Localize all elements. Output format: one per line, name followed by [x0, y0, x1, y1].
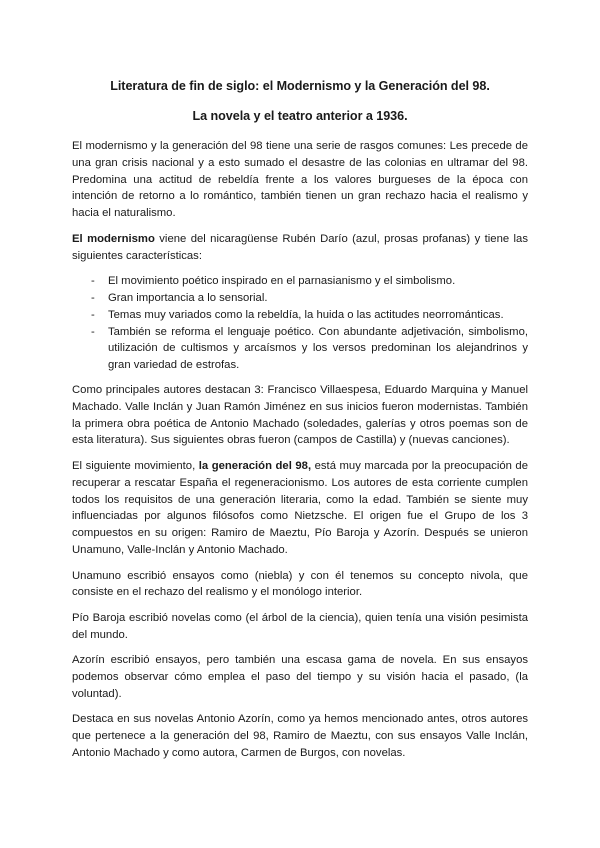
generacion-text: está muy marcada por la preocupación de recuperar a rescatar España el regeneracionismo. Los autores de esta corriente cumplen todos los requisitos de una generación literaria, como la edad. También se siente muy influenciadas por algunos filósofos como Nietzsche. El origen fue el Grupo de los 3 compuestos en su origen: Ramiro de Maeztu, Pío Baroja y Azorín. Después se unieron Unamuno, Valle-Inclán y Antonio Machado. [72, 459, 528, 556]
bullet-dash: - [91, 291, 95, 304]
document-subtitle: La novela y el teatro anterior a 1936. [192, 109, 408, 123]
list-item [72, 273, 528, 290]
generacion-paragraph [72, 458, 528, 559]
baroja-paragraph: Pío Baroja escribió novelas como (el árbol de la ciencia), quien tenía una visión pesimista del mundo. [72, 611, 528, 641]
modernismo-text: viene del nicaragüense Rubén Darío (azul, prosas profanas) y tiene las siguientes características: [72, 232, 528, 262]
bullet-dash: - [91, 325, 95, 338]
unamuno-paragraph: Unamuno escribió ensayos como (niebla) y con él tenemos su concepto nivola, que consiste en el rechazo del realismo y el monólogo interior. [72, 569, 528, 599]
list-item-text: El movimiento poético inspirado en el parnasianismo y el simbolismo. [108, 275, 456, 288]
list-item [72, 307, 528, 324]
list-item-text: También se reforma el lenguaje poético. Con abundante adjetivación, simbolismo, utilización de cultismos y arcaísmos y los versos predominan los alejandrinos y gran variedad de estrofas. [108, 325, 528, 372]
document-title: Literatura de fin de siglo: el Modernismo y la Generación del 98. [110, 79, 490, 93]
modernismo-term: El modernismo [72, 232, 155, 245]
intro-paragraph: El modernismo y la generación del 98 tiene una serie de rasgos comunes: Les precede de una gran crisis nacional y a esto sumado el desastre de las colonias en ultramar del 98. Predomina una actitud de rebeldía frente a los valores burgueses de la época con intención de retorno a lo romántico, también tienen un gran rechazo hacia el realismo y hacia el naturalismo. [72, 140, 528, 220]
autores-paragraph: Como principales autores destacan 3: Francisco Villaespesa, Eduardo Marquina y Manuel Machado. Valle Inclán y Juan Ramón Jiménez en sus inicios fueron modernistas. También la primera obra poética de Antonio Machado (soledades, galerías y otros poemas son de esta literatura). Sus siguientes obras fueron (campos de Castilla) y (nuevas canciones). [72, 383, 528, 447]
list-item [72, 324, 528, 374]
characteristics-list [72, 273, 528, 374]
generacion-intro: El siguiente movimiento, [72, 459, 199, 472]
modernismo-paragraph [72, 231, 528, 265]
generacion-term: la generación del 98, [198, 459, 312, 472]
azorin-paragraph: Azorín escribió ensayos, pero también una escasa gama de novela. En sus ensayos podemos observar cómo emplea el paso del tiempo y su visión hacia el pasado, (la voluntad). [72, 654, 528, 700]
list-item-text: Gran importancia a lo sensorial. [108, 291, 268, 304]
list-item [72, 290, 528, 307]
list-item-text: Temas muy variados como la rebeldía, la huida o las actitudes neorrománticas. [108, 308, 504, 321]
bullet-dash: - [91, 308, 95, 321]
destaca-paragraph: Destaca en sus novelas Antonio Azorín, como ya hemos mencionado antes, otros autores que pertenece a la generación del 98, Ramiro de Maeztu, con sus ensayos Valle Inclán, Antonio Machado y como autora, Carmen de Burgos, con novelas. [72, 713, 528, 760]
bullet-dash: - [91, 275, 95, 288]
